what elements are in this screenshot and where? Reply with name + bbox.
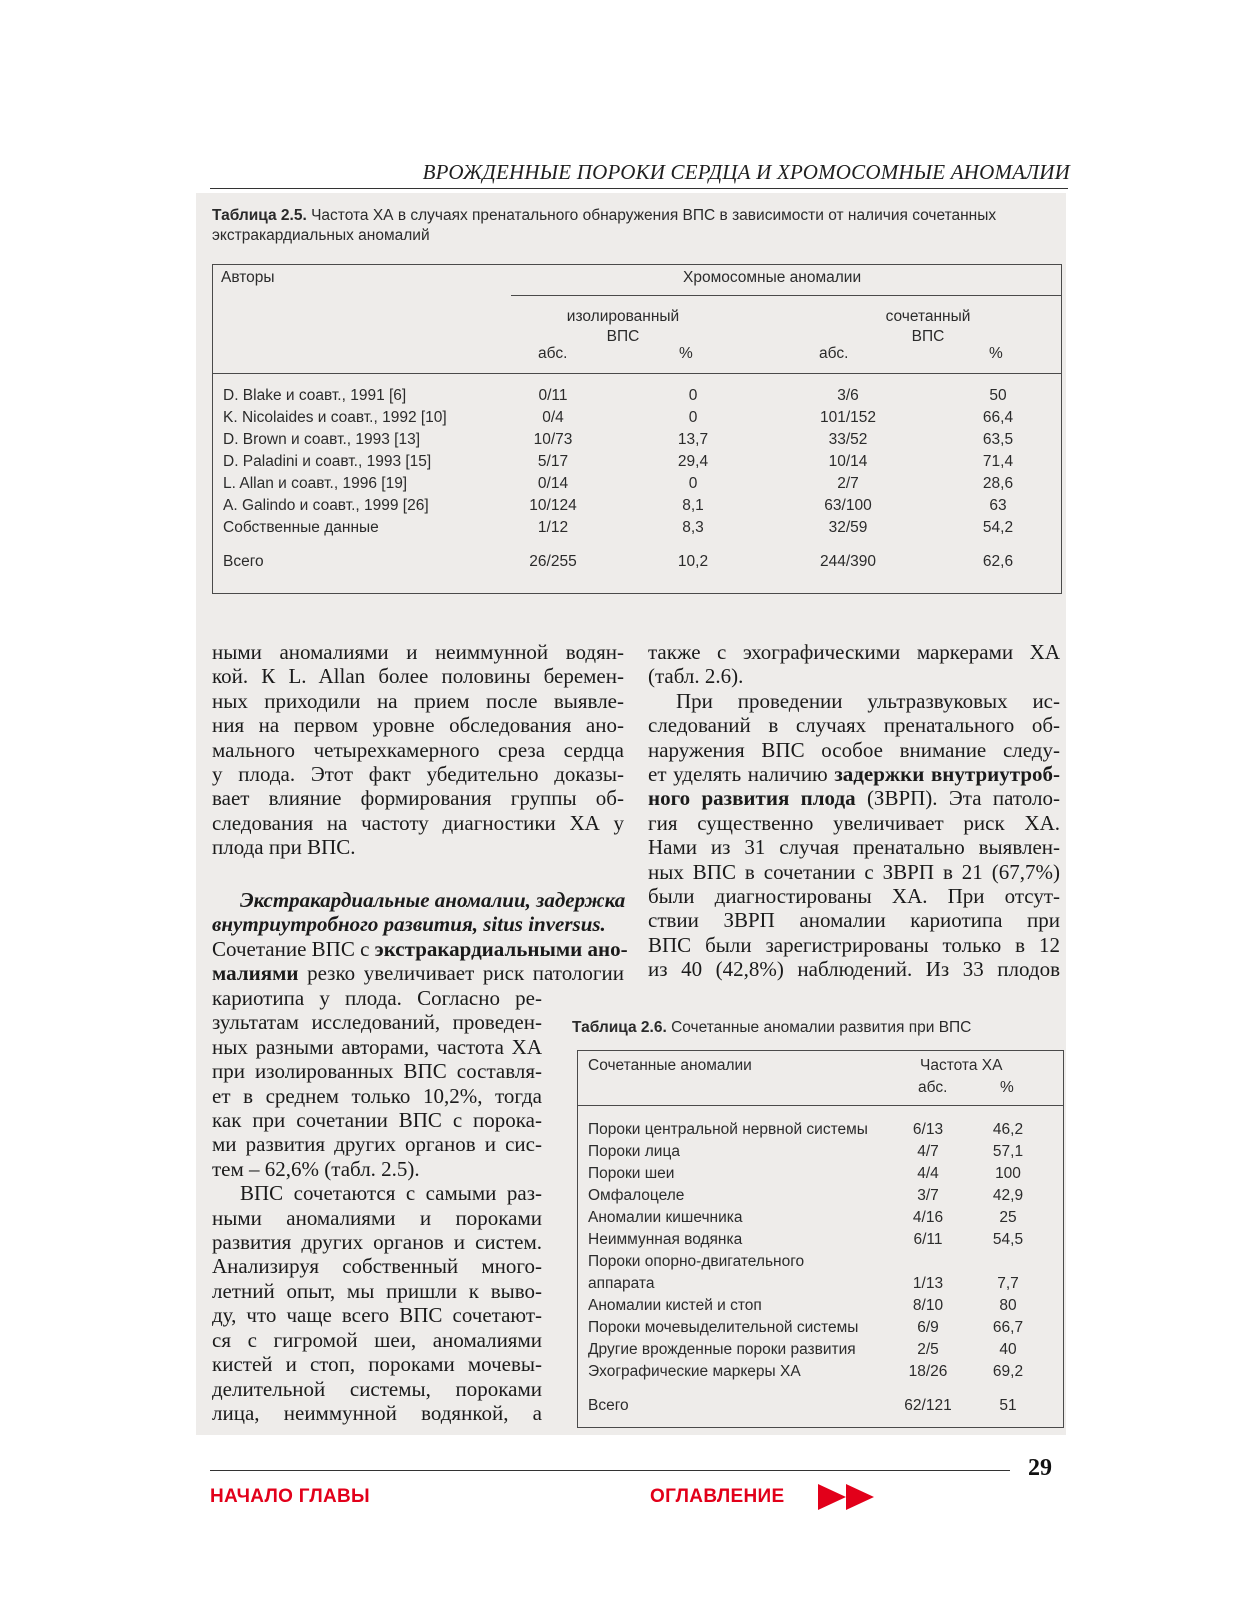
table-2-6 — [577, 1050, 1064, 1428]
text-line: ся с гигромой шеи, аномалиями — [212, 1327, 542, 1352]
table-row — [578, 1165, 1063, 1187]
section-heading-line: внутриутробного развития, situs inversus. — [212, 912, 606, 937]
table-row — [578, 1187, 1063, 1209]
header-isolated-2: ВПС — [606, 328, 640, 345]
cell-pct-combined: 54,2 — [982, 519, 1014, 536]
text-line: ет в среднем только 10,2%, тогда — [212, 1083, 542, 1108]
text-line: при изолированных ВПС составля- — [212, 1059, 542, 1084]
cell-pct-combined: 62,6 — [982, 553, 1014, 570]
table-row — [213, 431, 1061, 453]
cell-abs: 1/13 — [912, 1275, 944, 1292]
header-authors: Авторы — [221, 269, 275, 286]
cell-pct-combined: 71,4 — [982, 453, 1014, 470]
header-isolated — [553, 307, 693, 347]
table-of-contents-link[interactable]: ОГЛАВЛЕНИЕ — [650, 1486, 785, 1507]
table-row — [578, 1231, 1063, 1253]
text-line: Нами из 31 случая пренатально выявлен- — [648, 835, 1060, 860]
cell-pct: 7,7 — [997, 1275, 1019, 1292]
text-line: ВПС сочетаются с самыми раз- — [240, 1181, 542, 1206]
cell-pct-combined: 63,5 — [982, 431, 1014, 448]
bold-term: малиями — [212, 961, 299, 986]
cell-name: Пороки опорно-двигательного — [588, 1253, 805, 1270]
table26-caption-label: Таблица 2.6. — [572, 1019, 667, 1036]
table26-caption — [572, 1018, 1062, 1038]
text-line: у плода. Этот факт убедительно доказы- — [212, 762, 624, 787]
text-line: ных разными авторами, частота ХА — [212, 1034, 542, 1059]
cell-abs: 4/4 — [917, 1165, 939, 1182]
table25-caption-text: Частота ХА в случаях пренатального обнаружения ВПС в зависимости от наличия сочетанных — [306, 207, 997, 224]
text-line: развития других органов и систем. — [212, 1230, 542, 1255]
cell-author: D. Brown и соавт., 1993 [13] — [223, 431, 421, 448]
cell-pct-combined: 63 — [989, 497, 1007, 514]
header-isolated-1: изолированный — [566, 308, 680, 325]
table-row — [578, 1209, 1063, 1231]
text-line: ных ВПС в сочетании с ЗВРП в 21 (67,7%) — [648, 859, 1060, 884]
cell-abs-isolated: 26/255 — [529, 553, 577, 570]
table-row — [213, 497, 1061, 519]
cell-pct: 46,2 — [992, 1121, 1024, 1138]
cell-pct: 25 — [999, 1209, 1017, 1226]
text-line: ду, что чаще всего ВПС сочетают- — [212, 1303, 542, 1328]
cell-pct: 100 — [995, 1165, 1021, 1182]
cell-abs-combined: 2/7 — [837, 475, 859, 492]
text-line: следований в случаях пренатального об- — [648, 713, 1060, 738]
bold-term: ного развития плода — [648, 786, 856, 811]
text-line: делительной системы, пороками — [212, 1376, 542, 1401]
cell-abs: 4/16 — [912, 1209, 944, 1226]
text-line: ствии ЗВРП аномалии кариотипа при — [648, 908, 1060, 933]
cell-abs-combined: 32/59 — [828, 519, 868, 536]
text-line: тем – 62,6% (табл. 2.5). — [212, 1156, 420, 1181]
text-line: ными аномалиями и пороками — [212, 1205, 542, 1230]
table25-caption-text-2: экстракардиальных аномалий — [212, 227, 430, 244]
cell-abs: 18/26 — [908, 1363, 948, 1380]
cell-abs-isolated: 1/12 — [537, 519, 569, 536]
text-line: кой. К L. Allan более половины беремен- — [212, 664, 624, 689]
cell-pct: 54,5 — [992, 1231, 1024, 1248]
cell-abs-combined: 3/6 — [837, 387, 859, 404]
bold-term: экстракардиальными ано- — [374, 936, 628, 961]
left-column-narrow — [212, 986, 542, 1425]
text-line: летний опыт, мы пришли к выво- — [212, 1278, 542, 1303]
cell-abs-combined: 244/390 — [819, 553, 877, 570]
text-run: (ЗВРП). Эта патоло- — [855, 786, 1060, 811]
cell-abs-combined: 33/52 — [828, 431, 868, 448]
header-chromosomal-anomalies: Хромосомные аномалии — [683, 269, 862, 286]
cell-abs-isolated: 10/73 — [533, 431, 573, 448]
header-combined-1: сочетанный — [885, 308, 971, 325]
table26-caption-text: Сочетанные аномалии развития при ВПС — [666, 1019, 972, 1036]
table-row — [213, 409, 1061, 431]
footer-rule — [210, 1470, 1010, 1471]
text-line: были диагностированы ХА. При отсут- — [648, 884, 1060, 909]
section-heading-line: Экстракардиальные аномалии, задержка — [240, 888, 626, 912]
cell-pct: 69,2 — [992, 1363, 1024, 1380]
text-line — [648, 762, 1060, 786]
cell-author: A. Galindo и соавт., 1999 [26] — [223, 497, 429, 514]
bold-term: задержки внутриутроб- — [834, 762, 1060, 787]
cell-abs-isolated: 0/14 — [537, 475, 569, 492]
header-rule — [578, 1105, 1063, 1106]
text-line: Анализируя собственный много- — [212, 1254, 542, 1279]
cell-author: Собственные данные — [223, 519, 379, 536]
text-line: ми развития других органов и сис- — [212, 1132, 542, 1157]
cell-name: Омфалоцеле — [588, 1187, 685, 1204]
text-line: лица, неиммунной водянкой, а — [212, 1400, 542, 1425]
header-pct-2: % — [989, 345, 1003, 362]
table-total-row — [578, 1397, 1063, 1419]
forward-arrows-icon[interactable] — [818, 1482, 876, 1517]
cell-pct-isolated: 8,1 — [682, 497, 704, 514]
left-column-section — [212, 888, 628, 986]
header-abs: абс. — [918, 1079, 948, 1096]
cell-pct-isolated: 0 — [688, 475, 698, 492]
text-run: ет уделять наличию — [648, 762, 835, 787]
cell-author: D. Blake и соавт., 1991 [6] — [223, 387, 407, 404]
table-row — [578, 1297, 1063, 1319]
text-line: плода при ВПС. — [212, 835, 356, 860]
header-abs-2: абс. — [819, 345, 849, 362]
cell-abs-combined: 10/14 — [828, 453, 868, 470]
cell-name: Пороки лица — [588, 1143, 680, 1160]
text-line: вает влияние формирования группы об- — [212, 786, 624, 811]
header-combined — [863, 307, 993, 347]
cell-abs: 6/11 — [913, 1231, 943, 1248]
text-line: следования на частоту диагностики ХА у — [212, 810, 624, 835]
table-row — [213, 475, 1061, 497]
cell-pct-isolated: 13,7 — [677, 431, 709, 448]
text-line: гия существенно увеличивает риск ХА. — [648, 810, 1060, 835]
table25-caption-label: Таблица 2.5. — [212, 207, 307, 224]
table-row — [578, 1143, 1063, 1165]
cell-name: Неиммунная водянка — [588, 1231, 743, 1248]
cell-author: K. Nicolaides и соавт., 1992 [10] — [223, 409, 447, 426]
cell-pct-combined: 66,4 — [982, 409, 1014, 426]
header-combined-2: ВПС — [911, 328, 945, 345]
cell-author: Всего — [223, 553, 264, 570]
cell-abs: 62/121 — [904, 1397, 952, 1414]
text-line: При проведении ультразвуковых ис- — [676, 688, 1060, 713]
text-line: кистей и стоп, пороками мочевы- — [212, 1352, 542, 1377]
text-run: резко увеличивает риск патологии — [298, 961, 624, 986]
text-run: Сочетание ВПС с — [212, 936, 375, 961]
cell-pct: 40 — [999, 1341, 1017, 1358]
header-pct: % — [1000, 1079, 1014, 1096]
cell-abs: 6/13 — [912, 1121, 944, 1138]
text-line: ными аномалиями и неиммунной водян- — [212, 640, 624, 664]
table-row — [578, 1319, 1063, 1341]
cell-pct: 57,1 — [992, 1143, 1024, 1160]
table-row — [578, 1275, 1063, 1297]
cell-name: Пороки шеи — [588, 1165, 675, 1182]
cell-pct-isolated: 0 — [688, 409, 698, 426]
cell-name: Пороки мочевыделительной системы — [588, 1319, 859, 1336]
cell-pct: 42,9 — [992, 1187, 1024, 1204]
cell-name: Аномалии кишечника — [588, 1209, 743, 1226]
table-row — [578, 1253, 1063, 1275]
cell-abs-combined: 63/100 — [824, 497, 872, 514]
cell-name: Эхографические маркеры ХА — [588, 1363, 801, 1380]
table25-caption — [212, 206, 1062, 246]
cell-abs-isolated: 0/4 — [542, 409, 564, 426]
text-line — [212, 961, 624, 985]
cell-pct: 66,7 — [992, 1319, 1024, 1336]
text-line: (табл. 2.6). — [648, 664, 744, 689]
text-line: зультатам исследований, проведен- — [212, 1010, 542, 1035]
running-head: ВРОЖДЕННЫЕ ПОРОКИ СЕРДЦА И ХРОМОСОМНЫЕ АНОМАЛИИ — [422, 160, 1070, 184]
table-row — [578, 1341, 1063, 1363]
cell-name: Всего — [588, 1397, 629, 1414]
cell-abs-isolated: 0/11 — [538, 387, 568, 404]
text-line: ВПС были зарегистрированы только в 12 — [648, 932, 1060, 957]
header-frequency: Частота ХА — [920, 1057, 1003, 1074]
cell-abs: 3/7 — [917, 1187, 939, 1204]
left-column-top — [212, 640, 624, 860]
cell-abs-isolated: 10/124 — [529, 497, 577, 514]
header-pct-1: % — [679, 345, 693, 362]
cell-abs: 8/10 — [912, 1297, 944, 1314]
cell-pct: 51 — [999, 1397, 1017, 1414]
page-number: 29 — [1028, 1455, 1052, 1481]
cell-abs: 2/5 — [917, 1341, 939, 1358]
header-combined-anomalies: Сочетанные аномалии — [588, 1057, 752, 1074]
table-row — [213, 519, 1061, 541]
cell-pct-isolated: 0 — [688, 387, 698, 404]
cell-abs-combined: 101/152 — [819, 409, 877, 426]
text-line: мального четырехкамерного среза сердца — [212, 737, 624, 762]
table-row — [213, 387, 1061, 409]
right-column — [648, 640, 1060, 982]
cell-name: Другие врожденные пороки развития — [588, 1341, 856, 1358]
table-2-5 — [212, 264, 1062, 594]
cell-pct-combined: 50 — [989, 387, 1007, 404]
text-line — [648, 786, 1060, 810]
text-line: как при сочетании ВПС с порока- — [212, 1108, 542, 1133]
cell-name: Пороки центральной нервной системы — [588, 1121, 868, 1138]
header-abs-1: абс. — [538, 345, 568, 362]
cell-author: L. Allan и соавт., 1996 [19] — [223, 475, 408, 492]
text-line: ных приходили на прием после выявле- — [212, 688, 624, 713]
cell-name: аппарата — [588, 1275, 655, 1292]
text-line: также с эхографическими маркерами ХА — [648, 640, 1060, 664]
cell-abs: 6/9 — [917, 1319, 939, 1336]
cell-abs-isolated: 5/17 — [537, 453, 569, 470]
table-row — [578, 1363, 1063, 1385]
text-line: наружения ВПС особое внимание следу- — [648, 737, 1060, 762]
cell-pct-isolated: 10,2 — [677, 553, 709, 570]
table-total-row — [213, 553, 1061, 575]
cell-author: D. Paladini и соавт., 1993 [15] — [223, 453, 432, 470]
table-row — [213, 453, 1061, 475]
cell-name: Аномалии кистей и стоп — [588, 1297, 762, 1314]
header-rule-bottom — [213, 373, 1061, 374]
cell-pct-isolated: 29,4 — [677, 453, 709, 470]
text-line: кариотипа у плода. Согласно ре- — [212, 986, 542, 1010]
text-line: ния на первом уровне обследования ано- — [212, 713, 624, 738]
cell-pct-isolated: 8,3 — [682, 519, 704, 536]
cell-pct-combined: 28,6 — [982, 475, 1014, 492]
header-rule — [210, 188, 1068, 189]
text-line: из 40 (42,8%) наблюдений. Из 33 плодов — [648, 957, 1060, 982]
text-line — [212, 936, 628, 961]
chapter-start-link[interactable]: НАЧАЛО ГЛАВЫ — [210, 1486, 370, 1507]
header-sub-rule — [511, 295, 1061, 296]
cell-pct: 80 — [999, 1297, 1017, 1314]
cell-abs: 4/7 — [917, 1143, 939, 1160]
table-row — [578, 1121, 1063, 1143]
